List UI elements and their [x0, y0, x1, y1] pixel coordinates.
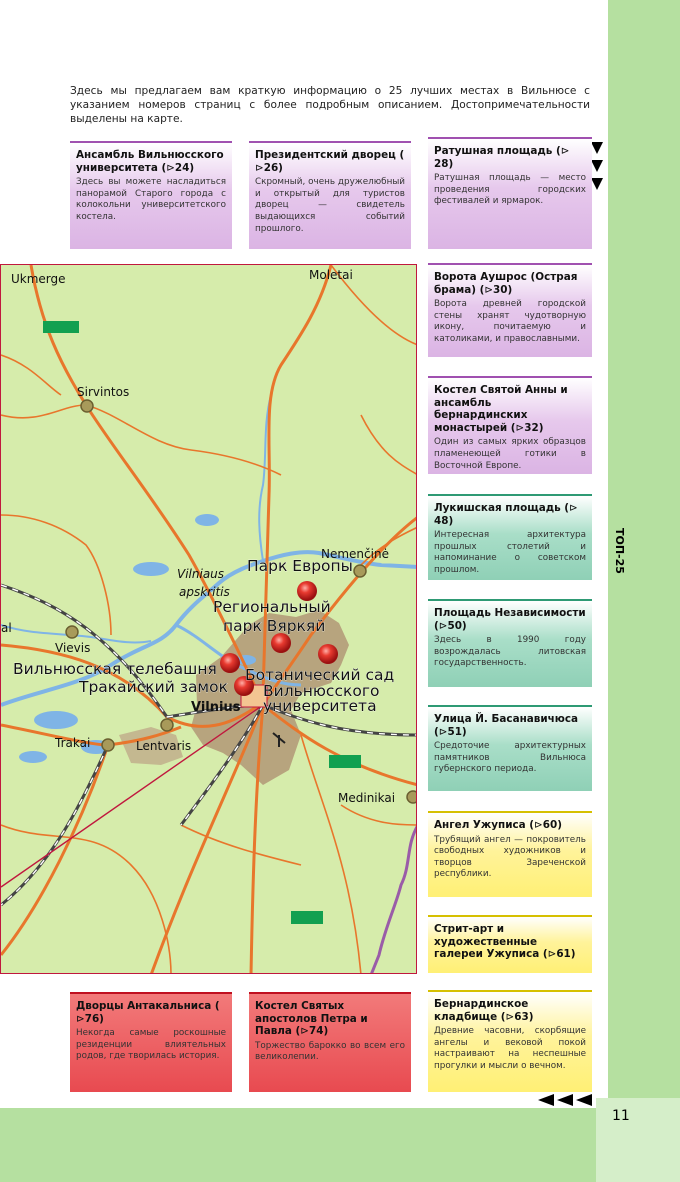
card-page: 76): [84, 1012, 104, 1025]
card-title: Ангел Ужуписа (: [434, 819, 535, 831]
card-presidential-palace[interactable]: [249, 141, 411, 249]
prev-arrows-icon[interactable]: [538, 1094, 592, 1106]
card-independence-square[interactable]: [428, 599, 592, 687]
page-ref-icon: ⊳: [438, 619, 448, 632]
page-ref-icon: ⊳: [505, 1010, 515, 1023]
card-text: Торжество барокко во всем его великолепии.: [255, 1040, 405, 1063]
map[interactable]: [0, 264, 417, 974]
lake: [195, 514, 219, 526]
label-regional-park-2: парк Вяркяй: [223, 617, 326, 635]
card-title: Президентский дворец (: [255, 149, 405, 161]
page-ref-icon: ⊳: [166, 161, 175, 174]
page-ref-icon: ⊳: [76, 1012, 85, 1025]
page-number: 11: [612, 1108, 630, 1124]
highway-shield: [291, 911, 323, 924]
card-title: Костел Святых апостолов Петра и Павла (: [255, 1000, 368, 1038]
card-text: Здесь в 1990 году возрождалась литовская государственность.: [434, 635, 586, 669]
place-vilnius-apskritis-1: Vilniaus: [177, 567, 225, 581]
card-page: 28): [434, 157, 454, 170]
main-roads: [1, 265, 417, 974]
label-botanic-1: Ботанический сад: [245, 666, 395, 684]
highway-shield: [43, 321, 79, 333]
page-ref-icon: ⊳: [547, 948, 557, 961]
marker-verkiai-park: [271, 633, 291, 653]
label-botanic-3: университета: [263, 697, 377, 715]
card-page: 51): [447, 725, 467, 738]
lake: [19, 751, 47, 763]
page-ref-icon: ⊳: [255, 161, 264, 174]
card-page: 61): [556, 948, 576, 961]
lake: [34, 711, 78, 729]
page-ref-icon: ⊳: [534, 819, 543, 831]
card-text: Ратушная площадь — место проведения городских фестивалей и ярмарок.: [434, 173, 586, 207]
place-ukmerge: Ukmerge: [11, 272, 66, 286]
card-uzupis-angel[interactable]: [428, 811, 592, 897]
place-vilnius: Vilnius: [191, 700, 241, 715]
place-trakai: Trakai: [55, 736, 91, 750]
card-page: 60): [542, 819, 562, 831]
card-page: 24): [174, 161, 195, 174]
card-lukiskes-square[interactable]: [428, 494, 592, 580]
card-title: Площадь Независимости (: [434, 607, 586, 632]
card-page: 26): [263, 161, 283, 174]
card-text: Древние часовни, скорбящие ангелы и вековой покой настраивают на неспешные прогулки и мысли о вечном.: [434, 1026, 586, 1071]
card-title: Костел Святой Анны и ансамбль бернардинских монастырей (: [434, 384, 568, 434]
page-ref-icon: ⊳: [300, 1025, 309, 1038]
card-title: Ансамбль Вильнюсского университета (: [76, 149, 224, 174]
card-title: Улица Й. Басанавичюса (: [434, 713, 579, 738]
place-vilnius-apskritis-2: apskritis: [179, 585, 230, 599]
card-title: Бернардинское кладбище (: [434, 998, 529, 1023]
card-gates-of-dawn[interactable]: [428, 263, 592, 357]
card-peter-paul-church[interactable]: [249, 992, 411, 1092]
place-vievis: Vievis: [55, 641, 91, 655]
card-page: 50): [447, 619, 467, 632]
card-page: 30): [493, 283, 513, 296]
page-ref-icon: ⊳: [438, 725, 448, 738]
map-canvas: [1, 265, 417, 974]
card-text: Трубящий ангел — покровитель свободных художников и творцов Зареченской республики.: [434, 834, 586, 880]
place-moletai: Moletai: [309, 268, 353, 282]
card-text: Средоточие архитектурных памятников Вильнюса губернского периода.: [434, 741, 586, 775]
place-nemencine: Nemenčinė: [321, 547, 389, 561]
label-botanic-2: Вильнюсского: [263, 682, 380, 700]
bottom-band: [0, 1108, 596, 1182]
card-basanaviciaus-street[interactable]: [428, 705, 592, 791]
card-text: Скромный, очень дружелюбный и открытый для туристов дворец — свидетель выдающихся событий прошлого.: [255, 177, 405, 234]
card-antakalnis-palaces[interactable]: [70, 992, 232, 1092]
place-medininkai: Medinikai: [338, 791, 396, 805]
card-text: Ворота древней городской стены хранят чудотворную икону, почитаемую и католиками, и православными.: [434, 299, 586, 344]
marker-tv-tower: [220, 653, 240, 673]
card-uzupis-street-art[interactable]: [428, 915, 592, 973]
label-regional-park-1: Региональный: [213, 598, 331, 616]
page-ref-icon: ⊳: [560, 145, 570, 157]
card-page: 74): [309, 1025, 329, 1038]
card-text: Здесь вы можете насладиться панорамой Старого города с колокольни университетского костела.: [76, 177, 226, 222]
card-bernardine-cemetery[interactable]: [428, 990, 592, 1092]
state-border: [371, 825, 417, 974]
card-title: Дворцы Антакальниса (: [76, 1000, 220, 1012]
card-title: Ратушная площадь (: [434, 145, 561, 157]
card-title: Стрит-арт и художественные галереи Ужуписа (: [434, 923, 548, 961]
card-town-hall-square[interactable]: [428, 137, 592, 249]
page-ref-icon: ⊳: [569, 502, 578, 514]
page-number-box: [596, 1098, 680, 1182]
card-text: Некогда самые роскошные резиденции влиятельных родов, где творилась история.: [76, 1028, 226, 1062]
section-label: ТОП-25: [613, 528, 626, 574]
next-arrows-icon[interactable]: [590, 140, 604, 192]
card-university[interactable]: [70, 141, 232, 249]
label-trakai-castle: Тракайский замок: [79, 678, 228, 696]
card-text: Один из самых ярких образцов пламенеющей готики в Восточной Европе.: [434, 437, 586, 471]
highway-shield: [329, 755, 361, 768]
marker-antakalnis: [318, 644, 338, 664]
card-page: 63): [514, 1010, 534, 1023]
label-tv-tower: Вильнюсская телебашня: [13, 660, 217, 678]
intro-text: Здесь мы предлагаем вам краткую информацию о 25 лучших местах в Вильнюсе с указанием номеров страниц с более подробным описанием. Достопримечательности выделены на карте.: [70, 85, 590, 125]
page-ref-icon: ⊳: [515, 421, 525, 434]
card-st-anne[interactable]: [428, 376, 592, 474]
place-al: al: [1, 621, 12, 635]
card-page: 48): [434, 514, 454, 527]
card-text: Интересная архитектура прошлых столетий и напоминание о советском прошлом.: [434, 530, 586, 575]
card-title: Ворота Аушрос (Острая брама) (: [434, 271, 578, 296]
lake: [133, 562, 169, 576]
card-page: 32): [524, 421, 544, 434]
minor-roads: [1, 265, 417, 974]
page-ref-icon: ⊳: [484, 283, 494, 296]
label-europa-park: Парк Европы: [247, 557, 353, 575]
card-title: Лукишская площадь (: [434, 502, 570, 514]
place-sirvintos: Sirvintos: [77, 385, 130, 399]
place-lentvaris: Lentvaris: [136, 739, 192, 753]
